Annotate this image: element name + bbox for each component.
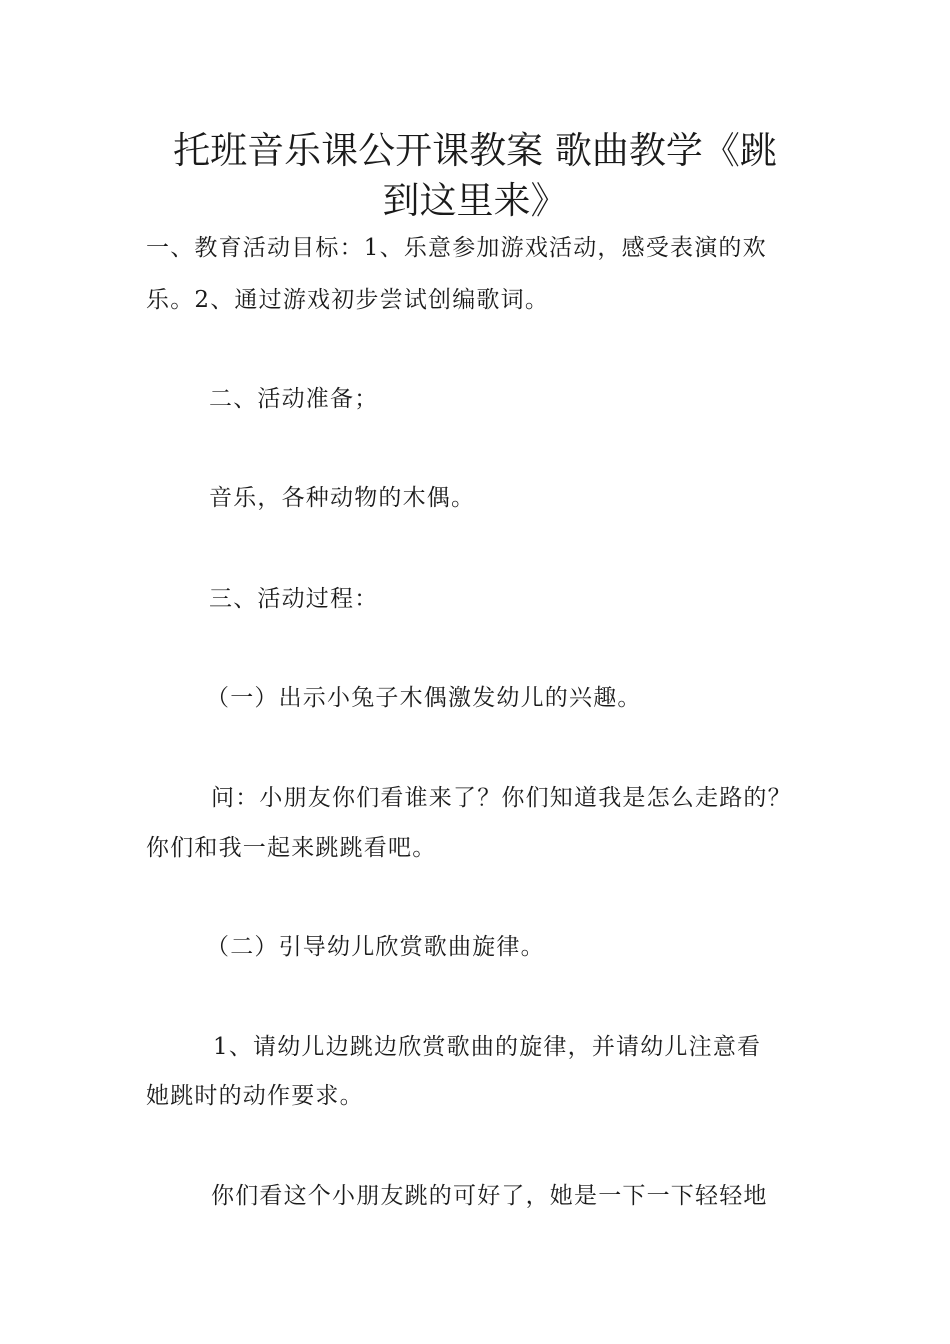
preparation-heading: 二、活动准备； — [209, 386, 379, 412]
step-1-question-line-1: 问：小朋友你们看谁来了？你们知道我是怎么走路的？ — [211, 785, 792, 811]
goals-paragraph-line-2: 乐。2、通过游戏初步尝试创编歌词。 — [146, 287, 550, 313]
preparation-content: 音乐，各种动物的木偶。 — [209, 485, 476, 511]
process-heading: 三、活动过程： — [209, 586, 379, 612]
step-1-question-line-2: 你们和我一起来跳跳看吧。 — [146, 835, 437, 861]
step-1-heading: （一）出示小兔子木偶激发幼儿的兴趣。 — [206, 685, 642, 711]
document-title-line-2: 到这里来》 — [382, 179, 568, 222]
goals-paragraph-line-1: 一、教育活动目标：1、乐意参加游戏活动，感受表演的欢 — [146, 235, 767, 261]
step-2-item-1-line-2: 她跳时的动作要求。 — [146, 1083, 364, 1109]
step-2-heading: （二）引导幼儿欣赏歌曲旋律。 — [206, 934, 545, 960]
step-2-item-1-line-1: 1、请幼儿边跳边欣赏歌曲的旋律，并请幼儿注意看 — [213, 1034, 762, 1060]
document-title-line-1: 托班音乐课公开课教案 歌曲教学《跳 — [173, 129, 777, 172]
step-2-item-2-line-1: 你们看这个小朋友跳的可好了，她是一下一下轻轻地 — [211, 1183, 768, 1209]
